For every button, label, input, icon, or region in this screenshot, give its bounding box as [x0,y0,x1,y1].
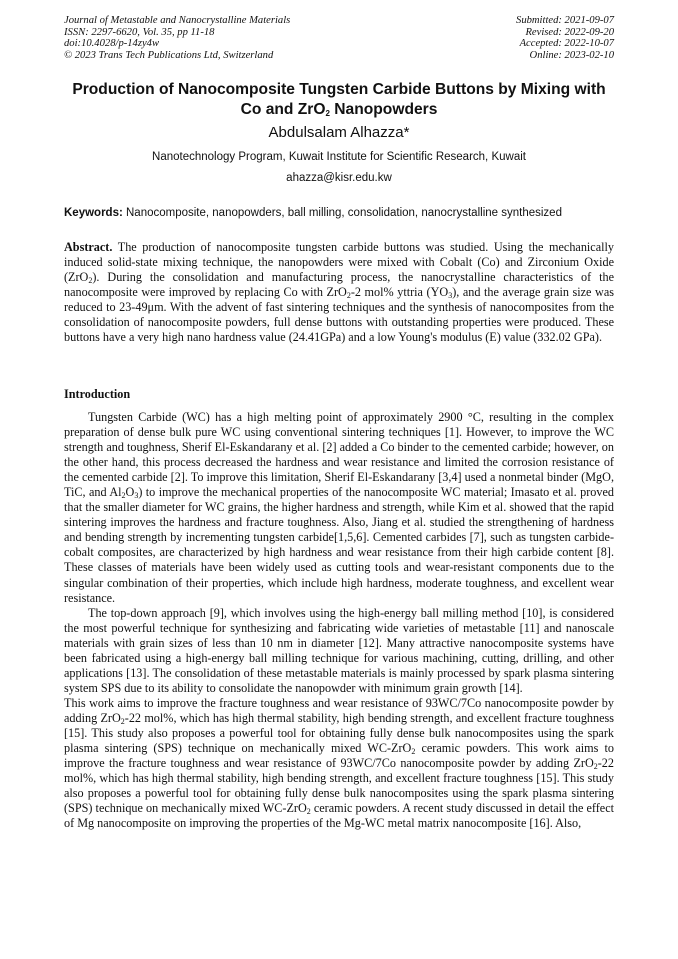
title-text: Co and ZrO [240,100,326,118]
paper-title [40,80,638,119]
copyright: © 2023 Trans Tech Publications Ltd, Switzerland [64,49,274,61]
journal-info [64,15,290,61]
abstract-text: ), and the average grain size was reduced to 23-49μm. With the advent of fast sintering techniques and the synthesis of nanocomposites from the consolidation of nanocomposite powders, full dense buttons with outstanding properties were produced. These buttons have a very high nano hardness value (24.41GPa) and a low Young's modulus (E) value (332.02 GPa). [64,285,614,345]
paragraph-text: -22 mol%, which has high thermal stability, high bending strength, and excellent fracture toughness [15]. This study also proposes a powerful tool for obtaining fully dense bulk nanocomposites using the spark plasma sintering (SPS) technique on mechanically mixed WC-ZrO [64,756,614,816]
submitted-date: Submitted: 2021-09-07 [516,15,614,26]
title-subscript: 2 [325,108,330,118]
paragraph-text: This work aims to improve the fracture toughness and wear resistance of 93WC/7Co nanocomposite powder by adding ZrO [64,695,614,725]
subscript: 2 [120,716,125,726]
title-text: Nanopowders [329,100,438,118]
abstract-label: Abstract. [64,240,113,254]
doi: doi:10.4028/p-14zy4w [64,38,160,50]
paragraph [64,410,614,606]
author-email: ahazza@kisr.edu.kw [286,172,392,184]
subscript: 2 [121,491,126,501]
paragraph-text: ) to improve the mechanical properties of the nanocomposite WC material; Imasato et al. proved that the smaller diameter for WC grains, the higher hardness and strength, while Kim et al. showed that the rapid sintering improves the hardness and fracture toughness. Also, Jiang et al. studied the strengthening of hardness and bending strength by incrementing tungsten carbide[1,5,6]. Cemented carbides [7], such as tungsten carbide-cobalt composites, are characterized by high hardness and wear resistance from their high carbide content [8]. These classes of materials have been widely used as cutting tools and wear-resistant components due to the singular combination of their properties, which include high hardness, moderate toughness, and excellent wear resistance. [64,485,614,605]
journal-name: Journal of Metastable and Nanocrystalline Materials [64,15,291,26]
keywords-text: Nanocomposite, nanopowders, ball milling, consolidation, nanocrystalline synthesized [122,207,562,219]
abstract-text: -2 mol% yttria (YO [350,285,449,300]
title-line-2 [40,100,638,120]
paragraph [64,696,614,831]
abstract-text: The production of nanocomposite tungsten carbide buttons was studied. Using the mechanically induced solid-state mixing technique, the nanopowders were mixed with Cobalt (Co) and Zirconium Oxide (ZrO [64,240,614,285]
section-heading-introduction: Introduction [64,387,131,401]
title-line-1: Production of Nanocomposite Tungsten Carbide Buttons by Mixing with [72,81,606,98]
online-date: Online: 2023-02-10 [529,49,614,61]
subscript: 2 [306,807,311,817]
subscript: 2 [88,276,93,286]
abstract-text: ). During the consolidation and manufacturing process, the nanocrystalline characteristics of the nanocomposite were improved by replacing Co with ZrO [64,270,614,300]
author-name: Abdulsalam Alhazza* [268,124,410,141]
paragraph-text: ceramic powders. A recent study discussed in detail the effect of Mg nanocomposite on improving the properties of the Mg-WC metal matrix nanocomposite [16]. Also, [64,801,615,831]
affiliation: Nanotechnology Program, Kuwait Institute for Scientific Research, Kuwait [152,151,526,163]
keywords [64,206,624,220]
paragraph-text: Tungsten Carbide (WC) has a high melting point of approximately 2900 °C, resulting in the complex preparation of dense bulk pure WC using conventional sintering techniques [1]. However, to improve the WC strength and toughness, Sherif El-Eskandarany et al. [2] added a Co binder to the cemented carbide; however, on the other hand, this process decreased the hardness and wear resistance and limited the corrosion resistance of the cemented carbide [2]. To improve this limitation, Sherif El-Eskandarany [3,4] used a nonmetal binder (MgO, TiC, and Al [64,410,614,500]
introduction-body [64,410,614,831]
subscript: 2 [411,747,416,757]
subscript: 3 [448,291,453,301]
subscript: 3 [134,491,139,501]
publication-dates [516,15,614,61]
accepted-date: Accepted: 2022-10-07 [519,38,614,50]
paragraph-text: O [125,485,135,500]
subscript: 2 [346,291,351,301]
issn: ISSN: 2297-6620, Vol. 35, pp 11-18 [64,26,215,38]
keywords-label: Keywords: [64,207,123,219]
paragraph-text: ceramic powders. This work aims to improve the fracture toughness and wear resistance of 93WC/7Co nanocomposite powder by adding ZrO [64,741,614,771]
abstract [64,240,614,345]
paragraph: The top-down approach [9], which involves using the high-energy ball milling method [10], is considered the most powerful technique for synthesizing and fabricating wide varieties of metastable [11] and nanoscale materials with grain sizes of less than 10 nm in diameter [12]. Many attractive nanocomposite systems have been fabricated using a high-energy ball milling technique for various machining, cutting, drilling, and other applications [13]. The consolidation of these metastable materials is mainly processed by spark plasma sintering system SPS due to its ability to consolidate the nanopowder with minimum grain growth [14]. [64,605,614,695]
revised-date: Revised: 2022-09-20 [525,26,614,38]
subscript: 2 [593,762,598,772]
paragraph-text: -22 mol%, which has high thermal stability, high bending strength, and excellent fracture toughness [15]. This study also proposes a powerful tool for obtaining fully dense bulk nanocomposites using the spark plasma sintering (SPS) technique on mechanically mixed WC-ZrO [64,710,614,756]
